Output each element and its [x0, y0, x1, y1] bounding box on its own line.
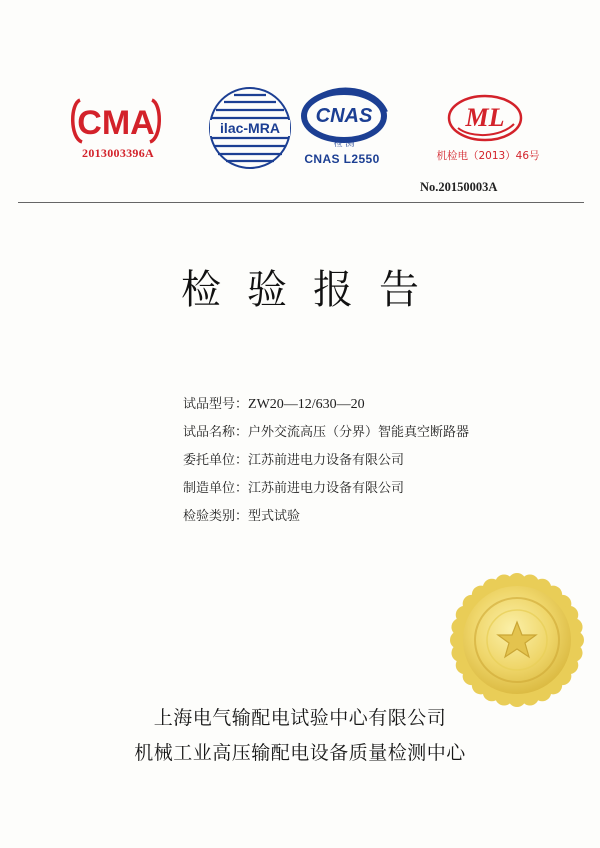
- ilac-mra-logo-icon: [204, 82, 296, 174]
- field-row-sample-model: [183, 391, 563, 419]
- field-label: 试品型号：: [183, 397, 249, 412]
- document-title: 检验报告: [181, 267, 445, 313]
- ml-mark-text: ML: [465, 103, 505, 132]
- issuer-name-secondary: 机械工业高压输配电设备质量检测中心: [134, 742, 466, 764]
- report-number: No.20150003A: [420, 180, 498, 194]
- field-row-client: [183, 447, 563, 475]
- field-row-test-type: [183, 503, 563, 531]
- field-label: 试品名称：: [183, 425, 249, 440]
- field-label: 检验类别：: [183, 509, 249, 524]
- cma-certificate-code: 2013003396A: [82, 146, 154, 160]
- cma-mark-text: CMA: [77, 104, 155, 142]
- field-value: 户外交流高压（分界）智能真空断路器: [248, 425, 470, 440]
- ml-logo-icon: [440, 88, 530, 148]
- header-divider: [18, 202, 584, 203]
- field-label: 制造单位：: [183, 481, 249, 496]
- ml-certificate-code: 机检电（2013）46号: [436, 150, 540, 162]
- ilac-mark-text: ilac-MRA: [220, 120, 280, 136]
- cnas-sub-text: 检 测: [333, 139, 355, 149]
- cnas-accreditation-code: CNAS L2550: [304, 152, 380, 166]
- field-label: 委托单位：: [183, 453, 249, 468]
- field-value: 江苏前进电力设备有限公司: [248, 481, 405, 496]
- issuer-name-primary: 上海电气输配电试验中心有限公司: [153, 707, 447, 729]
- cnas-mark-text: CNAS: [315, 105, 373, 127]
- field-value: ZW20—12/630—20: [248, 397, 365, 412]
- field-row-sample-name: [183, 419, 563, 447]
- sample-info-fields: [183, 391, 563, 531]
- field-value: 江苏前进电力设备有限公司: [248, 453, 405, 468]
- gold-seal-icon: [442, 566, 592, 714]
- field-value: 型式试验: [248, 509, 301, 524]
- field-row-manufacturer: [183, 475, 563, 503]
